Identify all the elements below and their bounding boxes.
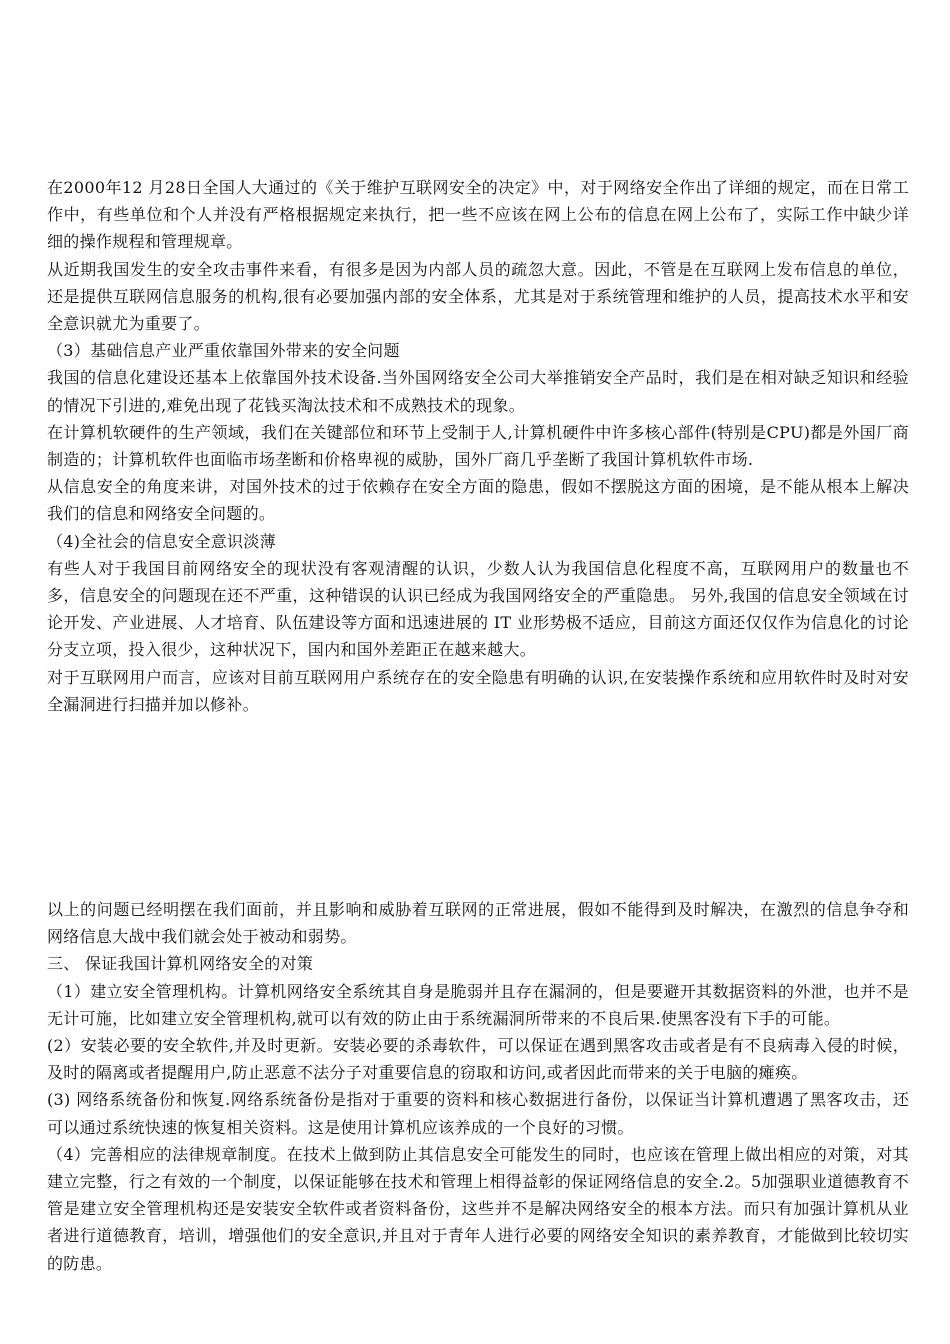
paragraph-hardware-software: 在计算机软硬件的生产领域，我们在关键部位和环节上受制于人,计算机硬件中许多核心部件(特别是CPU)都是外国厂商制造的；计算机软件也面临市场垄断和价格卑视的威胁，国外厂商几乎垄断了我国计算机软件市场. <box>47 422 909 470</box>
paragraph-foreign-equipment: 我国的信息化建设还基本上依靠国外技术设备.当外国网络安全公司大举推销安全产品时，我们是在相对缺乏知识和经验的情况下引进的,难免出现了花钱买淘汰技术和不成熟技术的现象。 <box>47 368 909 415</box>
paragraph-laws-education: （4）完善相应的法律规章制度。在技术上做到防止其信息安全可能发生的同时，也应该在管理上做出相应的对策，对其建立完整，行之有效的一个制度，以保证能够在技术和管理上相得益彰的保证网络信息的安全.2。5加强职业道德教育不管是建立安全管理机构还是安装安全软件或者资料备份，这些并不是解决网络安全的根本方法。而只有加强计算机从业者进行道德教育，培训，增强他们的安全意识,并且对于青年人进行必要的网络安全知识的素养教育，才能做到比较切实的防患。 <box>47 1144 909 1273</box>
paragraph-security-software: (2）安装必要的安全软件,并及时更新。安装必要的杀毒软件，可以保证在遇到黑客攻击或者是有不良病毒入侵的时候，及时的隔离或者提醒用户,防止恶意不法分子对重要信息的窃取和访问,或者因此而带来的关于电脑的瘫痪。 <box>47 1036 909 1083</box>
paragraph-internal-security: 从近期我国发生的安全攻击事件来看，有很多是因为内部人员的疏忽大意。因此，不管是在互联网上发布信息的单位，还是提供互联网信息服务的机构,很有必要加强内部的安全体系，尤其是对于系统管理和维护的人员，提高技术水平和安全意识就尤为重要了。 <box>47 259 909 334</box>
paragraph-management-agency: （1）建立安全管理机构。计算机网络安全系统其自身是脆弱并且存在漏洞的，但是要避开其数据资料的外泄，也并不是无计可施，比如建立安全管理机构,就可以有效的防止由于系统漏洞所带来的不良后果.使黑客没有下手的可能。 <box>47 981 909 1028</box>
heading-foreign-dependence: （3）基础信息产业严重依靠国外带来的安全问题 <box>47 341 400 361</box>
text-block-lower <box>47 896 909 1277</box>
paragraph-law-decision: 在2000年12 月28日全国人大通过的《关于维护互联网安全的决定》中，对于网络安全作出了详细的规定，而在日常工作中，有些单位和个人并没有严格根据规定来执行，把一些不应该在网上公布的信息在网上公布了，实际工作中缺少详细的操作规程和管理规章。 <box>47 178 909 252</box>
paragraph-user-advice: 对于互联网用户而言，应该对目前互联网用户系统存在的安全隐患有明确的认识,在安装操作系统和应用软件时及时对安全漏洞进行扫描并加以修补。 <box>47 667 909 714</box>
paragraph-backup-recovery: (3) 网络系统备份和恢复.网络系统备份是指对于重要的资料和核心数据进行备份，以保证当计算机遭遇了黑客攻击，还可以通过系统快速的恢复相关资料。这是使用计算机应该养成的一个良好的习惯。 <box>47 1090 909 1137</box>
heading-awareness: （4)全社会的信息安全意识淡薄 <box>47 531 276 551</box>
text-block-upper <box>47 174 909 718</box>
paragraph-awareness-details: 有些人对于我国目前网络安全的现状没有客观清醒的认识，少数人认为我国信息化程度不高，互联网用户的数量也不多，信息安全的问题现在还不严重，这种错误的认识已经成为我国网络安全的严重隐患。 另外,我国的信息安全领域在讨论开发、产业进展、人才培育、队伍建设等方面和迅速进展的 IT 业形势极不适应，目前这方面还仅仅作为信息化的讨论分支立项，投入很少，这种状况下，国内和国外差距正在越来越大。 <box>47 558 909 660</box>
paragraph-security-perspective: 从信息安全的角度来讲，对国外技术的过于依赖存在安全方面的隐患，假如不摆脱这方面的困境，是不能从根本上解决我们的信息和网络安全问题的。 <box>47 477 909 524</box>
heading-countermeasures: 三、 保证我国计算机网络安全的对策 <box>47 954 314 974</box>
paragraph-problem-summary: 以上的问题已经明摆在我们面前，并且影响和威胁着互联网的正常进展，假如不能得到及时解决，在激烈的信息争夺和网络信息大战中我们就会处于被动和弱势。 <box>47 900 909 947</box>
